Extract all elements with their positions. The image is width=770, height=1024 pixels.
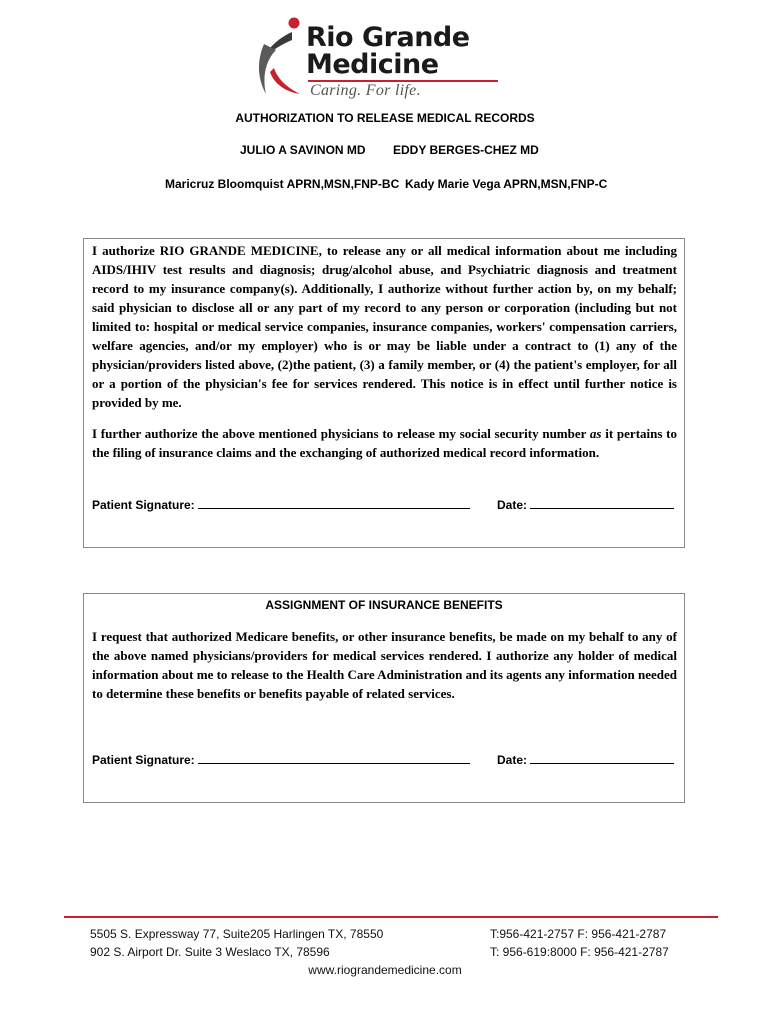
document-title: AUTHORIZATION TO RELEASE MEDICAL RECORDS (235, 111, 535, 125)
date-line[interactable] (530, 751, 674, 764)
phone-weslaco: T: 956-619:8000 F: 956-421-2787 (490, 945, 669, 959)
address-weslaco: 902 S. Airport Dr. Suite 3 Weslaco TX, 78596 (90, 945, 330, 959)
patient-signature-label: Patient Signature: (92, 753, 195, 767)
provider-name: Kady Marie Vega APRN,MSN,FNP-C (405, 177, 608, 191)
date-field[interactable] (497, 751, 674, 767)
physician-name: JULIO A SAVINON MD (240, 143, 366, 157)
provider-name: Maricruz Bloomquist APRN,MSN,FNP-BC (165, 177, 400, 191)
release-paragraph: I authorize RIO GRANDE MEDICINE, to release any or all medical information about me including AIDS/IHIV test results and diagnosis; drug/alcohol abuse, and Psychiatric diagnosis and treatment record to my insurance company(s). Additionally, I authorize without further action by, on my behalf; said physician to disclose all or any part of my record to any person or corporation (including but not limited to: hospital or medical service companies, insurance companies, workers' compensation carriers, welfare agencies, and/or my employer) who is or may be liable under a contract to (1) any of the physician/providers listed above, (2)the patient, (3) a family member, or (4) the patient's employer, for all or a portion of the physician's fee for services rendered. This notice is in effect until further notice is provided by me. (92, 243, 677, 410)
date-line[interactable] (530, 496, 674, 509)
signature-line[interactable] (198, 496, 470, 509)
assignment-of-benefits-section (83, 593, 685, 803)
date-label: Date: (497, 498, 528, 512)
brand-name-line1: Rio Grande (306, 22, 470, 53)
stylized-figure-swoosh-icon (252, 14, 308, 100)
patient-signature-field[interactable] (92, 496, 470, 512)
patient-signature-label: Patient Signature: (92, 498, 195, 512)
footer-divider (64, 916, 718, 918)
brand-name-line2: Medicine (306, 49, 439, 80)
ssn-paragraph: I further authorize the above mentioned physicians to release my social security number as it pertains to the filing of insurance claims and the exchanging of authorized medical record information. (92, 426, 677, 460)
assignment-paragraph: I request that authorized Medicare benefits, or other insurance benefits, be made on my behalf to any of the above named physicians/providers for medical services rendered. I authorize any holder of medical information about me to release to the Health Care Administration and its agents any information needed to determine these benefits or benefits payable of related services. (92, 629, 677, 701)
date-label: Date: (497, 753, 528, 767)
patient-signature-field[interactable] (92, 751, 470, 767)
website-link[interactable]: www.riograndemedicine.com (308, 963, 462, 977)
signature-line[interactable] (198, 751, 470, 764)
address-harlingen: 5505 S. Expressway 77, Suite205 Harlingen TX, 78550 (90, 927, 384, 941)
release-authorization-section (83, 238, 685, 548)
date-field[interactable] (497, 496, 674, 512)
physician-name: EDDY BERGES-CHEZ MD (393, 143, 539, 157)
phone-harlingen: T:956-421-2757 F: 956-421-2787 (490, 927, 667, 941)
section-title: ASSIGNMENT OF INSURANCE BENEFITS (265, 598, 503, 612)
brand-logo (252, 14, 512, 100)
brand-tagline: Caring. For life. (310, 82, 421, 99)
